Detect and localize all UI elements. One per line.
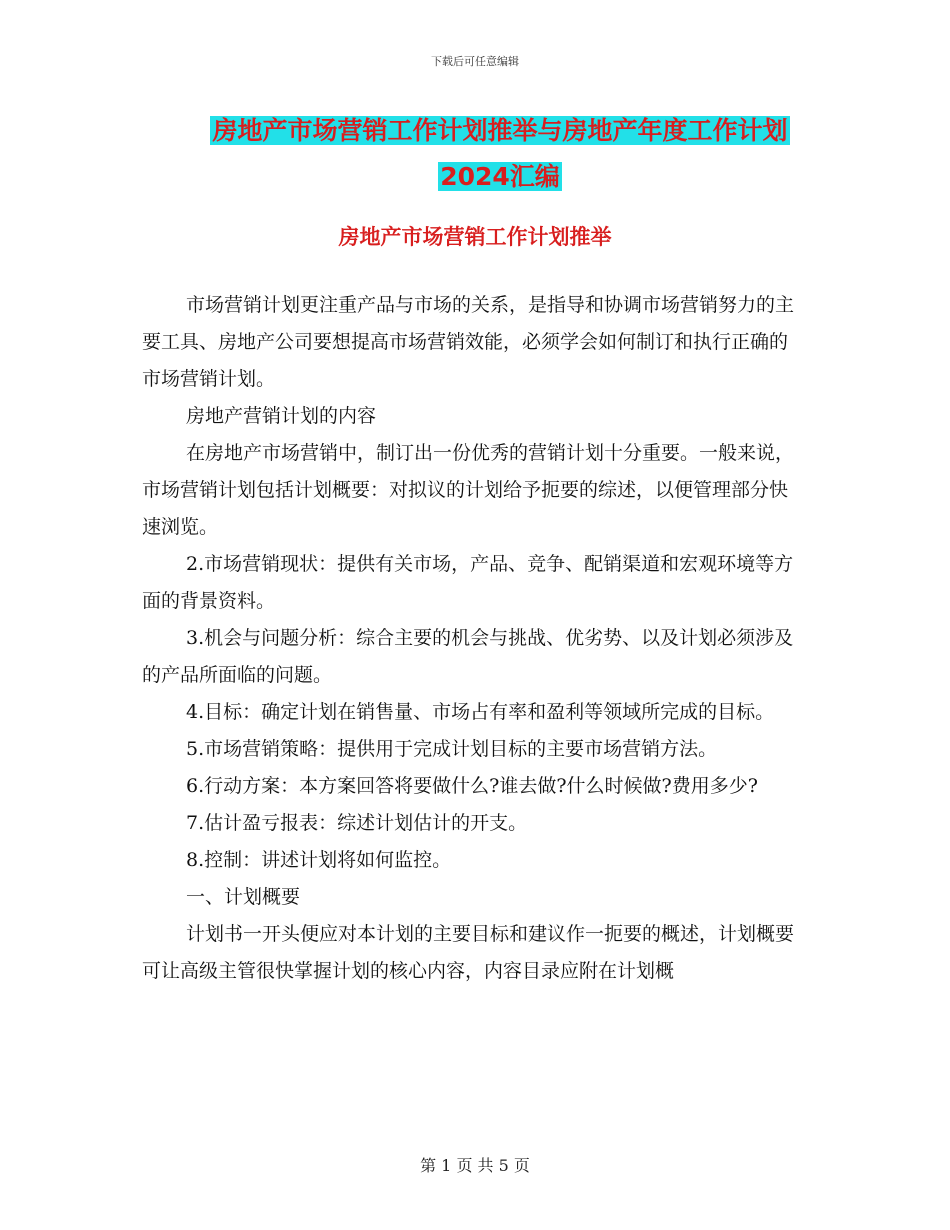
- paragraph: 房地产营销计划的内容: [186, 405, 377, 427]
- document-title: [120, 108, 880, 200]
- header-note: 下载后可任意编辑: [431, 55, 519, 68]
- paragraph: 一、计划概要: [186, 886, 301, 908]
- body-text: [142, 287, 802, 990]
- paragraph: 市场营销计划更注重产品与市场的关系，是指导和协调市场营销努力的主要工具、房地产公司要想提高市场营销效能，必须学会如何制订和执行正确的市场营销计划。: [142, 294, 795, 390]
- paragraph: 3.机会与问题分析：综合主要的机会与挑战、优劣势、以及计划必须涉及的产品所面临的问题。: [142, 627, 794, 686]
- section-heading: 房地产市场营销工作计划推举: [338, 225, 612, 249]
- paragraph: 4.目标：确定计划在销售量、市场占有率和盈利等领域所完成的目标。: [186, 701, 775, 723]
- title-line-2: 2024汇编: [440, 162, 560, 191]
- paragraph: 6.行动方案：本方案回答将要做什么?谁去做?什么时候做?费用多少?: [186, 775, 758, 797]
- paragraph: 计划书一开头便应对本计划的主要目标和建议作一扼要的概述，计划概要可让高级主管很快掌握计划的核心内容，内容目录应附在计划概: [142, 923, 795, 982]
- paragraph: 8.控制：讲述计划将如何监控。: [186, 849, 452, 871]
- paragraph: 在房地产市场营销中，制订出一份优秀的营销计划十分重要。一般来说，市场营销计划包括计划概要：对拟议的计划给予扼要的综述，以便管理部分快速浏览。: [142, 442, 795, 538]
- title-line-1: 房地产市场营销工作计划推举与房地产年度工作计划: [212, 116, 788, 145]
- paragraph: 5.市场营销策略：提供用于完成计划目标的主要市场营销方法。: [186, 738, 718, 760]
- page-number: 第 1 页 共 5 页: [420, 1156, 530, 1175]
- paragraph: 7.估计盈亏报表：综述计划估计的开支。: [186, 812, 528, 834]
- paragraph: 2.市场营销现状：提供有关市场，产品、竞争、配销渠道和宏观环境等方面的背景资料。: [142, 553, 794, 612]
